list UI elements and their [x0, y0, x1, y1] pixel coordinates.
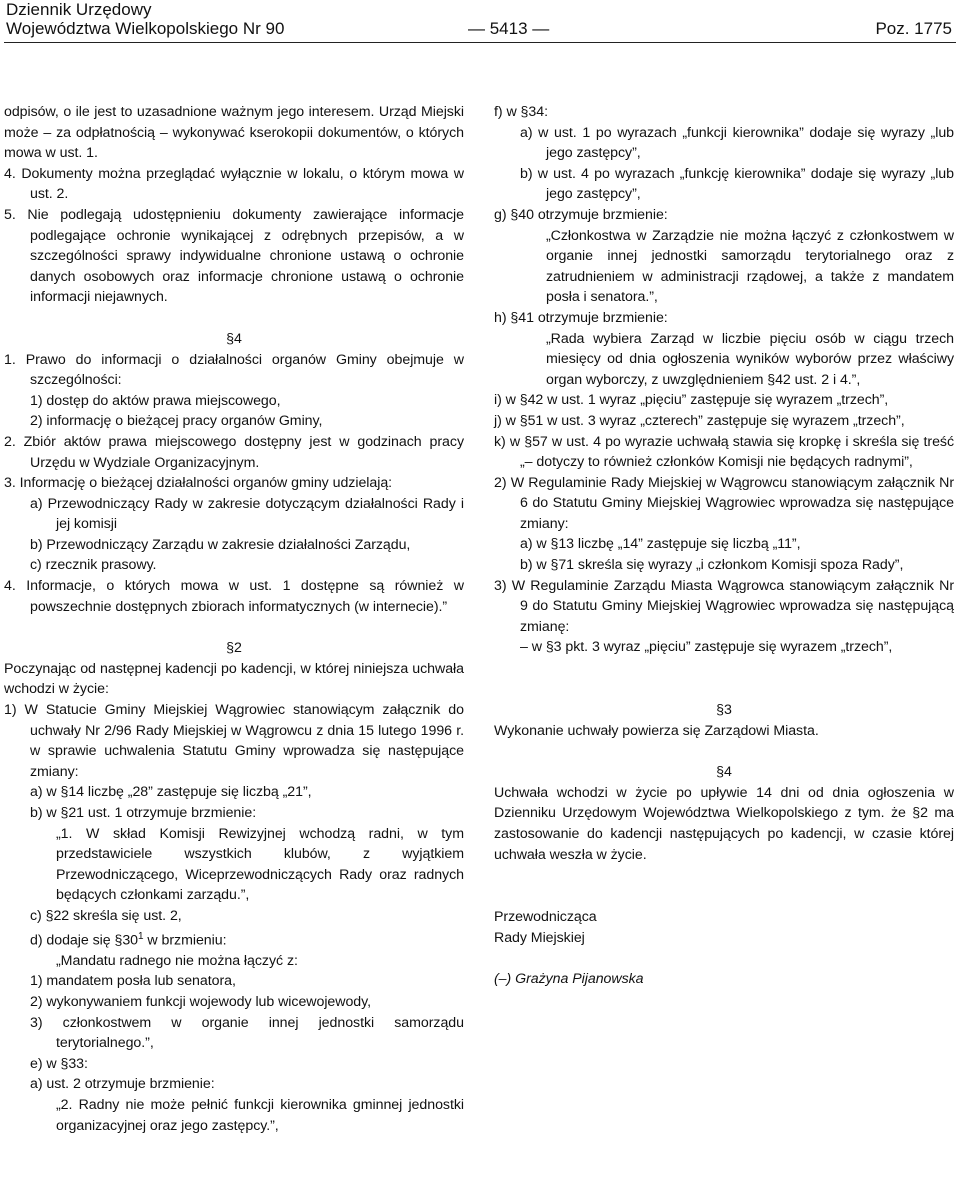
- journal-title-line2: Województwa Wielkopolskiego Nr 90: [6, 19, 285, 38]
- list-item: 3) członkostwem w organie innej jednostki samorządu terytorialnego.”,: [30, 1014, 464, 1052]
- list-item: 2) W Regulaminie Rady Miejskiej w Wągrowcu stanowiącym załącznik Nr 6 do Statutu Gminy Miejskiej Wągrowiec wprowadza się następujące zmiany:: [494, 474, 954, 532]
- list-item: c) §22 skreśla się ust. 2,: [30, 907, 182, 924]
- paragraph: odpisów, o ile jest to uzasadnione ważnym jego interesem. Urząd Miejski może – za odpłatnością – wykonywać kserokopii dokumentów, o których mowa w ust. 1.: [4, 104, 464, 162]
- quoted-text: „Członkostwa w Zarządzie nie można łączyć z członkostwem w organie innej jednostki samorządu terytorialnego oraz z zatrudnieniem w administracji rządowej, a także z mandatem posła i senatora.”,: [546, 227, 954, 306]
- paragraph: Uchwała wchodzi w życie po upływie 14 dni od dnia ogłoszenia w Dzienniku Urzędowym Województwa Wielkopolskiego z tym. że §2 ma zastosowanie do kadencji następujących po kadencji, w czasie której uchwała weszła w życie.: [494, 784, 954, 863]
- superscript: 1: [138, 930, 144, 942]
- list-item: 1) dostęp do aktów prawa miejscowego,: [30, 392, 281, 409]
- position-number: Poz. 1775: [875, 19, 952, 38]
- paragraph: 4. Dokumenty można przeglądać wyłącznie w lokalu, o którym mowa w ust. 2.: [4, 165, 464, 203]
- list-item: h) §41 otrzymuje brzmienie:: [494, 309, 668, 326]
- list-item: – w §3 pkt. 3 wyraz „pięciu” zastępuje się wyrazem „trzech”,: [520, 639, 893, 656]
- signature-role: Przewodnicząca: [494, 909, 597, 926]
- list-item: b) w §71 skreśla się wyrazy „i członkom Komisji spoza Rady”,: [520, 557, 904, 574]
- section-heading: §3: [716, 702, 732, 719]
- signature-body: Rady Miejskiej: [494, 929, 585, 946]
- section-heading: §2: [226, 640, 242, 657]
- header-divider: [4, 42, 956, 43]
- list-item: 1) W Statucie Gminy Miejskiej Wągrowiec stanowiącym załącznik do uchwały Nr 2/96 Rady Miejskiej w Wągrowcu z dnia 15 lutego 1996 r. w sprawie uchwalenia Statutu Gminy wprowadza się następujące zmiany:: [4, 702, 464, 780]
- paragraph: 1. Prawo do informacji o działalności organów Gminy obejmuje w szczególności:: [4, 351, 464, 389]
- quoted-text: „Rada wybiera Zarząd w liczbie pięciu osób w ciągu trzech miesięcy od dnia ogłoszenia wyników wyborów przez właściwy organ wyborczy, z uwzględnieniem §42 ust. 2 i 4.”,: [546, 330, 954, 388]
- list-item: 2) wykonywaniem funkcji wojewody lub wicewojewody,: [30, 994, 372, 1011]
- list-item: c) rzecznik prasowy.: [30, 557, 157, 574]
- list-item: 3) W Regulaminie Zarządu Miasta Wągrowca stanowiącym załącznik Nr 9 do Statutu Gminy Miejskiej Wągrowiec wprowadza się następującą zmianę:: [494, 577, 954, 635]
- list-item: a) w §13 liczbę „14” zastępuje się liczbą „11”,: [520, 536, 801, 553]
- quoted-text: „Mandatu radnego nie można łączyć z:: [56, 952, 298, 969]
- list-item: k) w §57 w ust. 4 po wyrazie uchwałą stawia się kropkę i skreśla się treść „– dotyczy to również członków Komisji nie będących radnymi”,: [494, 433, 954, 471]
- list-item: [4, 927, 464, 951]
- signature-name: (–) Grażyna Pijanowska: [494, 971, 644, 988]
- journal-title-line1: Dziennik Urzędowy: [6, 0, 152, 19]
- list-item: g) §40 otrzymuje brzmienie:: [494, 206, 668, 223]
- section-heading: §4: [716, 764, 732, 781]
- list-item: b) w §21 ust. 1 otrzymuje brzmienie:: [30, 805, 257, 821]
- list-item: a) w §14 liczbę „28” zastępuje się liczbą „21”,: [30, 784, 312, 801]
- list-item: a) w ust. 1 po wyrazach „funkcji kierownika” dodaje się wyrazy „lub jego zastępcy”,: [520, 124, 954, 162]
- quoted-text: „1. W skład Komisji Rewizyjnej wchodzą radni, w tym przedstawiciele wszystkich klubów, z wyjątkiem Przewodniczącego, Wiceprzewodniczących Rady oraz radnych będących członkami zarządu.”,: [56, 825, 464, 904]
- journal-title: [6, 0, 284, 38]
- list-item: e) w §33:: [30, 1055, 88, 1072]
- list-item: j) w §51 w ust. 3 wyraz „czterech” zastępuje się wyrazem „trzech”,: [494, 412, 905, 429]
- section-heading: §4: [226, 330, 242, 347]
- list-item: b) Przewodniczący Zarządu w zakresie działalności Zarządu,: [30, 536, 411, 553]
- item-text: d) dodaje się §30: [30, 932, 139, 949]
- list-item: a) Przewodniczący Rady w zakresie dotyczącym działalności Rady i jej komisji: [30, 495, 464, 533]
- paragraph: Wykonanie uchwały powierza się Zarządowi Miasta.: [494, 722, 819, 739]
- paragraph: Poczynając od następnej kadencji po kadencji, w której niniejsza uchwała wchodzi w życie:: [4, 660, 464, 698]
- list-item: b) w ust. 4 po wyrazach „funkcję kierownika” dodaje się wyrazy „lub jego zastępcy”,: [520, 165, 954, 203]
- page-number: — 5413 —: [468, 19, 550, 38]
- item-text: w brzmieniu:: [143, 932, 227, 949]
- paragraph: 3. Informację o bieżącej działalności organów gminy udzielają:: [4, 475, 393, 492]
- list-item: a) ust. 2 otrzymuje brzmienie:: [30, 1076, 215, 1093]
- paragraph: 4. Informacje, o których mowa w ust. 1 dostępne są również w powszechnie dostępnych zbiorach informatycznych (w internecie).”: [4, 578, 464, 615]
- paragraph: 5. Nie podlegają udostępnieniu dokumenty zawierające informacje podlegające ochronie wynikającej z odrębnych przepisów, a w szczególności sprawy indywidualne chronione ustawą o ochronie danych osobowych oraz informacje chronione ustawą o ochronie informacji niejawnych.: [4, 206, 464, 306]
- list-item: 1) mandatem posła lub senatora,: [30, 973, 236, 990]
- paragraph: 2. Zbiór aktów prawa miejscowego dostępny jest w godzinach pracy Urzędu w Wydziale Organizacyjnym.: [4, 433, 464, 471]
- quoted-text: „2. Radny nie może pełnić funkcji kierownika gminnej jednostki organizacyjnej oraz jego zastępcy.”,: [56, 1097, 464, 1134]
- list-item: f) w §34:: [494, 104, 548, 120]
- left-column: [4, 102, 464, 1136]
- right-column: [494, 102, 954, 990]
- list-item: 2) informację o bieżącej pracy organów Gminy,: [30, 413, 323, 430]
- list-item: i) w §42 w ust. 1 wyraz „pięciu” zastępuje się wyrazem „trzech”,: [494, 392, 889, 409]
